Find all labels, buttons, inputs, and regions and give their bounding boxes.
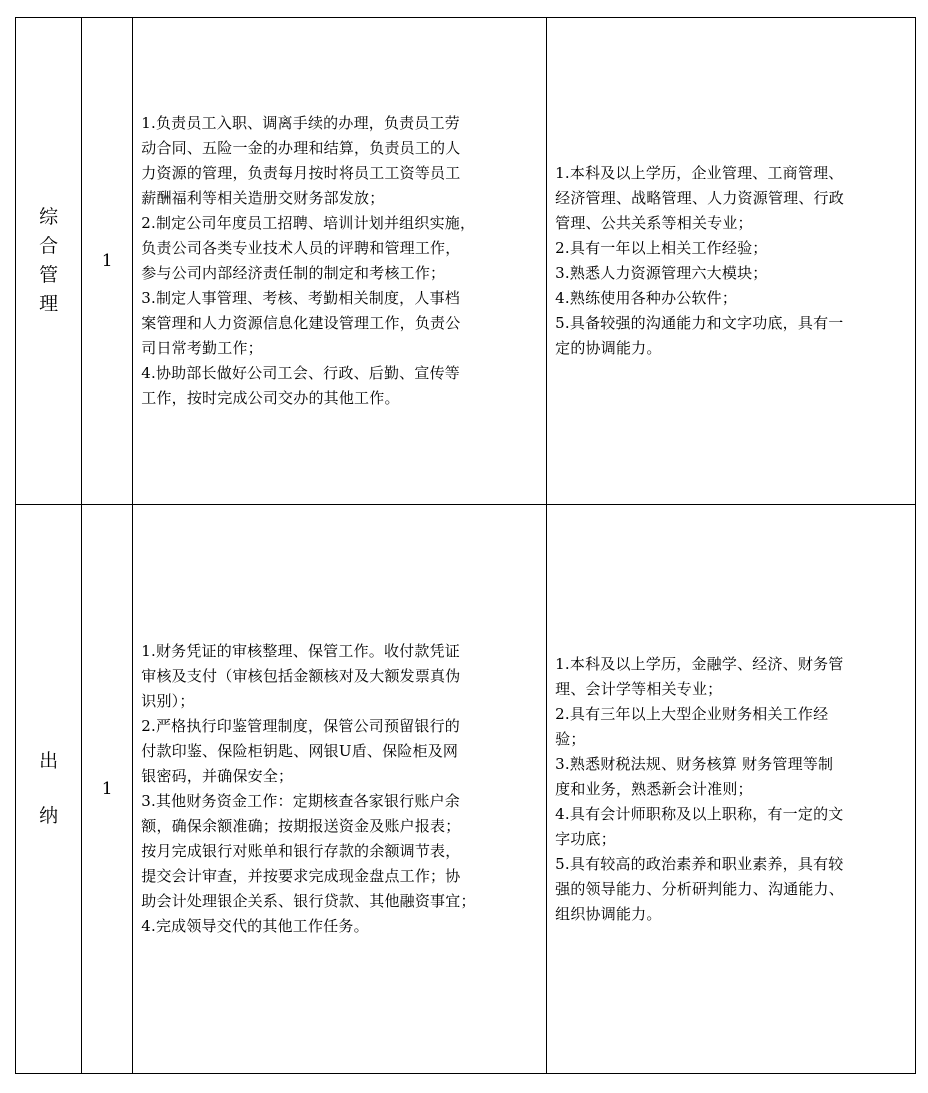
table-row: [16, 505, 916, 1074]
requirements-cell: [547, 505, 916, 1074]
requirement-line: 1.本科及以上学历，金融学、经济、财务管: [555, 654, 844, 673]
duty-line: 2.制定公司年度员工招聘、培训计划并组织实施，: [141, 214, 476, 232]
duty-line: 案管理和人力资源信息化建设管理工作，负责公: [141, 314, 461, 332]
table-row: [16, 18, 916, 505]
headcount-cell: 1: [82, 505, 133, 1074]
requirement-line: 强的领导能力、分析研判能力、沟通能力、: [555, 879, 844, 898]
duties-cell: [133, 18, 547, 505]
requirement-line: 字功底；: [555, 829, 616, 848]
requirement-line: 理、会计学等相关专业；: [555, 679, 723, 698]
position-char: 综: [39, 206, 59, 228]
duty-line: 4.协助部长做好公司工会、行政、后勤、宣传等: [141, 364, 460, 382]
duty-line: 负责公司各类专业技术人员的评聘和管理工作，: [141, 239, 461, 257]
duty-line: 4.完成领导交代的其他工作任务。: [141, 917, 369, 935]
duty-line: 动合同、五险一金的办理和结算，负责员工的人: [141, 139, 461, 157]
requirement-line: 1.本科及以上学历，企业管理、工商管理、: [555, 164, 844, 182]
duty-line: 提交会计审查，并按要求完成现金盘点工作；协: [141, 867, 461, 885]
position-cell: [16, 505, 82, 1074]
position-char: 纳: [39, 805, 59, 827]
requirement-line: 管理、公共关系等相关专业；: [555, 214, 753, 232]
requirement-line: 4.具有会计师职称及以上职称，有一定的文: [555, 804, 844, 823]
requirement-line: 4.熟练使用各种办公软件；: [555, 289, 738, 307]
requirement-line: 定的协调能力。: [555, 339, 662, 357]
position-char: 合: [39, 235, 59, 257]
requirement-line: 经济管理、战略管理、人力资源管理、行政: [555, 189, 844, 207]
position-char: 出: [39, 750, 59, 772]
duty-line: 3.制定人事管理、考核、考勤相关制度，人事档: [141, 289, 460, 307]
duty-line: 按月完成银行对账单和银行存款的余额调节表，: [141, 842, 461, 860]
duty-line: 力资源的管理，负责每月按时将员工工资等员工: [141, 164, 461, 182]
duty-line: 付款印鉴、保险柜钥匙、网银U盾、保险柜及网: [141, 742, 459, 760]
duty-line: 薪酬福利等相关造册交财务部发放；: [141, 189, 385, 207]
duties-cell: [133, 505, 547, 1074]
duty-line: 司日常考勤工作；: [141, 339, 263, 357]
duty-line: 工作，按时完成公司交办的其他工作。: [141, 389, 400, 407]
duty-line: 1.财务凭证的审核整理、保管工作。收付款凭证: [141, 642, 460, 660]
duty-line: 助会计处理银企关系、银行贷款、其他融资事宜；: [141, 892, 476, 910]
duty-line: 2.严格执行印鉴管理制度，保管公司预留银行的: [141, 717, 460, 735]
requirement-line: 验；: [555, 729, 586, 748]
headcount-cell: 1: [82, 18, 133, 505]
position-char: 理: [39, 293, 59, 315]
job-requirements-table: [15, 17, 916, 1074]
duty-line: 审核及支付（审核包括金额核对及大额发票真伪: [141, 667, 461, 685]
requirement-line: 3.熟悉人力资源管理六大模块；: [555, 264, 768, 282]
requirement-line: 2.具有一年以上相关工作经验；: [555, 239, 768, 257]
requirement-line: 3.熟悉财税法规、财务核算 财务管理等制: [555, 754, 834, 773]
requirement-line: 5.具备较强的沟通能力和文字功底，具有一: [555, 314, 844, 332]
duty-line: 3.其他财务资金工作：定期核查各家银行账户余: [141, 792, 460, 810]
requirement-line: 组织协调能力。: [555, 904, 662, 923]
requirement-line: 2.具有三年以上大型企业财务相关工作经: [555, 704, 829, 723]
duty-line: 1.负责员工入职、调离手续的办理，负责员工劳: [141, 114, 460, 132]
position-char: 管: [39, 264, 59, 286]
requirement-line: 5.具有较高的政治素养和职业素养，具有较: [555, 854, 844, 873]
requirement-line: 度和业务，熟悉新会计准则；: [555, 779, 753, 798]
requirements-cell: [547, 18, 916, 505]
duty-line: 银密码，并确保安全；: [141, 767, 294, 785]
duty-line: 额，确保余额准确；按期报送资金及账户报表；: [141, 817, 461, 835]
duty-line: 参与公司内部经济责任制的制定和考核工作；: [141, 264, 446, 282]
duty-line: 识别）；: [141, 692, 195, 710]
position-cell: [16, 18, 82, 505]
